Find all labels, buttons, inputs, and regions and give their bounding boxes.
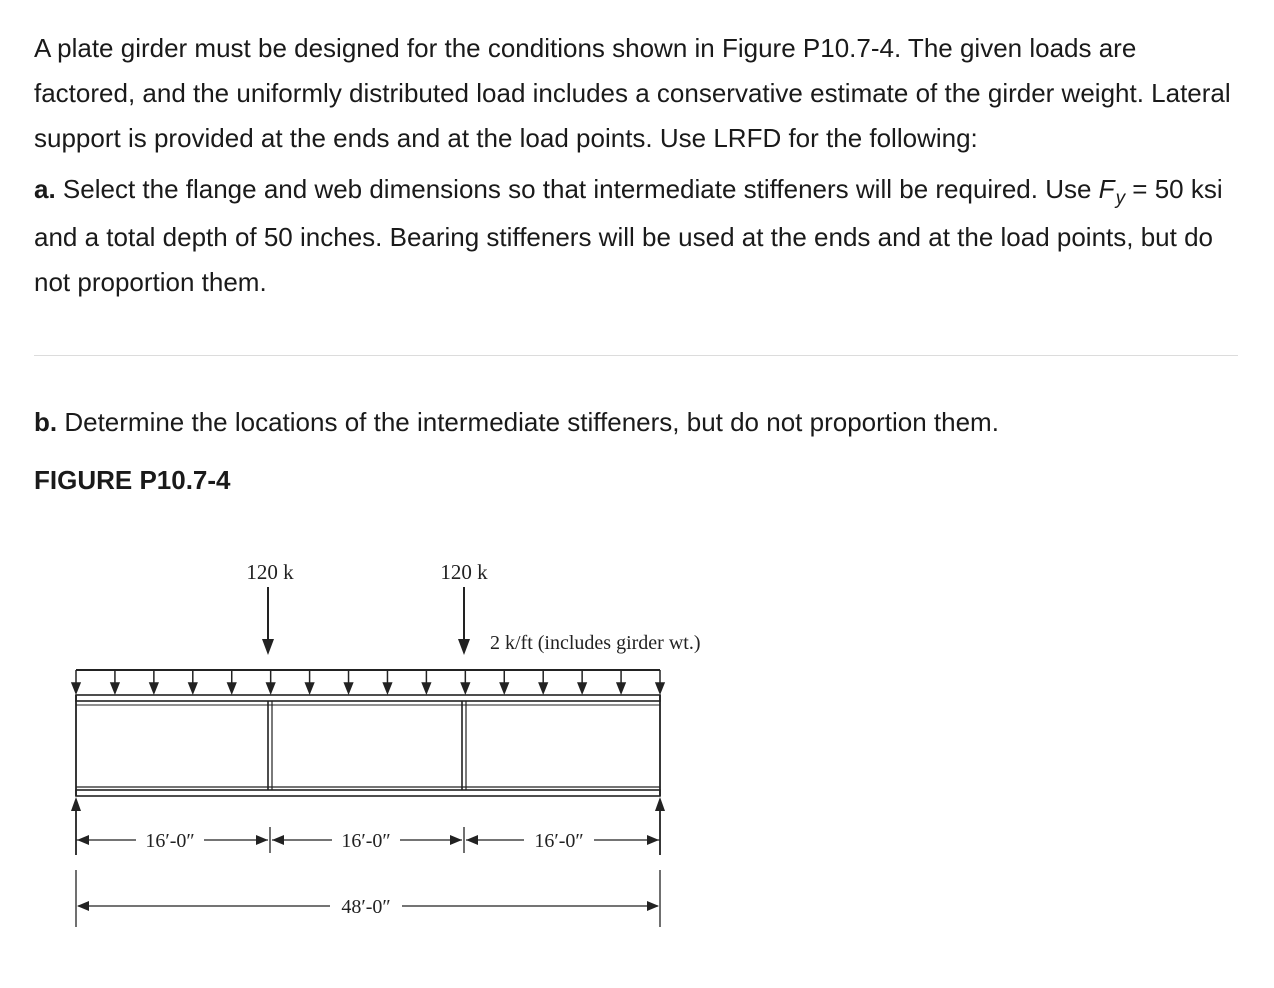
span-3-label: 16′-0″: [534, 830, 584, 852]
point-load-1-label: 120 k: [246, 560, 294, 584]
part-a-text-before: Select the flange and web dimensions so that intermediate stiffeners will be required. Use: [55, 174, 1099, 204]
part-a-label: a.: [34, 174, 56, 204]
udl-arrow-head: [617, 683, 625, 693]
figure-title: FIGURE P10.7-4: [34, 465, 231, 495]
part-a-text-after: = 50 ksi and a total depth of 50 inches. Bearing stiffeners will be used at the ends and at the load points, but do not proportion them.: [34, 174, 1223, 297]
total-span-label: 48′-0″: [341, 896, 391, 918]
problem-intro: A plate girder must be designed for the conditions shown in Figure P10.7-4. The given loads are factored, and the uniformly distributed load includes a conservative estimate of the girder weight. Lateral support is provided at the ends and at the load points. Use LRFD for the following:: [34, 33, 1231, 153]
udl-arrow-head: [267, 683, 275, 693]
udl-arrow-head: [422, 683, 430, 693]
right-reaction: [655, 797, 665, 855]
udl-arrow-head: [383, 683, 391, 693]
udl-arrow-head: [228, 683, 236, 693]
distributed-load: [72, 670, 664, 693]
left-reaction: [71, 797, 81, 855]
yield-stress-symbol: F: [1098, 174, 1115, 204]
point-load-2: [440, 560, 488, 655]
udl-arrow-head: [539, 683, 547, 693]
point-load-1: [246, 560, 294, 655]
udl-arrow-head: [461, 683, 469, 693]
part-a: [34, 167, 1244, 305]
girder-diagram: [34, 535, 764, 965]
span-1-label: 16′-0″: [145, 830, 195, 852]
part-b-label: b.: [34, 407, 58, 437]
section-divider: [34, 355, 1238, 356]
part-b-text: Determine the locations of the intermediate stiffeners, but do not proportion them.: [57, 407, 999, 437]
top-flange: [76, 695, 660, 701]
plate-girder: [76, 695, 660, 796]
udl-arrow-head: [72, 683, 80, 693]
udl-arrow-head: [150, 683, 158, 693]
span-2-label: 16′-0″: [341, 830, 391, 852]
udl-arrow-head: [345, 683, 353, 693]
bottom-flange: [76, 790, 660, 796]
udl-arrow-head: [578, 683, 586, 693]
distributed-load-label: 2 k/ft (includes girder wt.): [490, 632, 701, 654]
part-b: [34, 400, 1244, 445]
yield-stress-subscript: y: [1115, 188, 1126, 209]
point-load-2-label: 120 k: [440, 560, 488, 584]
udl-arrow-head: [111, 683, 119, 693]
problem-statement: [34, 26, 1244, 305]
girder-figure: [34, 535, 764, 965]
udl-arrow-head: [189, 683, 197, 693]
udl-arrow-head: [656, 683, 664, 693]
udl-arrow-head: [500, 683, 508, 693]
udl-arrow-head: [306, 683, 314, 693]
